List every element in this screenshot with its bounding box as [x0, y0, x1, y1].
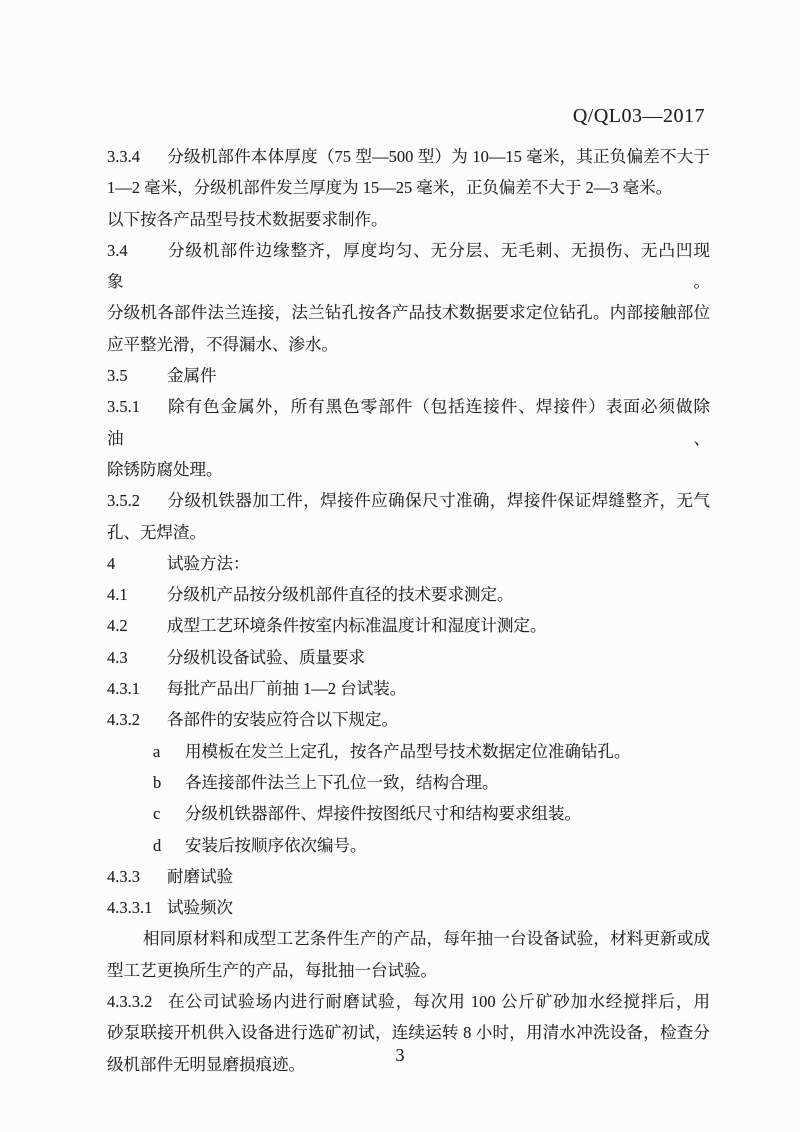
line-text: 安装后按顺序依次编号。 — [185, 835, 367, 855]
clause-line — [107, 642, 710, 673]
line-text: 1—2 毫米，分级机部件发兰厚度为 15—25 毫米，正负偏差不大于 2—3 毫米。 — [107, 178, 673, 198]
continuation-line — [107, 172, 710, 203]
continuation-line — [107, 955, 710, 986]
item-letter: d — [153, 835, 162, 855]
clause-number: 4.3.1 — [107, 679, 140, 699]
continuation-line — [107, 204, 710, 235]
line-text: 级机部件无明显磨损痕迹。 — [107, 1054, 305, 1074]
clause-number: 4.2 — [107, 616, 128, 636]
clause-number: 4.3.3.2 — [107, 992, 153, 1012]
line-text: 分级机产品按分级机部件直径的技术要求测定。 — [167, 585, 514, 605]
continuation-line — [107, 517, 710, 548]
clause-number: 4.3.2 — [107, 710, 140, 730]
clause-number: 4.3.3.1 — [107, 898, 153, 918]
clause-number: 3.5.2 — [107, 491, 140, 511]
line-text: 相同原材料和成型工艺条件生产的产品，每年抽一台设备试验，材料更新或成 — [143, 929, 710, 949]
item-letter: b — [153, 772, 162, 792]
line-text: 金属件 — [167, 366, 217, 386]
clause-number: 3.5 — [107, 366, 128, 386]
clause-line — [107, 892, 710, 923]
line-text: 除锈防腐处理。 — [107, 459, 223, 479]
line-text: 分级机部件本体厚度（75 型—500 型）为 10—15 毫米，其正负偏差不大于 — [167, 147, 710, 166]
clause-number: 3.3.4 — [107, 147, 140, 166]
line-text: 分级机部件边缘整齐，厚度均匀、无分层、无毛刺、无损伤、无凸凹现象。 — [107, 240, 710, 292]
clause-line — [107, 704, 710, 735]
line-text: 分级机铁器加工件，焊接件应确保尺寸准确，焊接件保证焊缝整齐，无气 — [167, 491, 710, 511]
line-text: 分级机铁器部件、焊接件按图纸尺寸和结构要求组装。 — [185, 804, 581, 824]
line-text: 应平整光滑，不得漏水、渗水。 — [107, 334, 338, 354]
list-item-line — [107, 830, 710, 861]
list-item-line — [107, 736, 710, 767]
line-text: 用模板在发兰上定孔，按各产品型号技术数据定位准确钻孔。 — [185, 741, 631, 761]
clause-line — [107, 141, 710, 172]
line-text: 分级机设备试验、质量要求 — [167, 647, 365, 667]
line-text: 成型工艺环境条件按室内标准温度计和湿度计测定。 — [167, 616, 547, 636]
item-letter: c — [153, 804, 161, 824]
line-text: 在公司试验场内进行耐磨试验，每次用 100 公斤矿砂加水经搅拌后，用 — [167, 992, 710, 1012]
line-text: 每批产品出厂前抽 1—2 台试装。 — [167, 679, 407, 699]
line-text: 以下按各产品型号技术数据要求制作。 — [107, 209, 388, 229]
line-text: 耐磨试验 — [167, 866, 233, 886]
document-body — [107, 141, 710, 1080]
clause-number: 4.3 — [107, 647, 128, 667]
item-letter: a — [153, 741, 161, 761]
clause-line — [107, 579, 710, 610]
continuation-line — [107, 329, 710, 360]
list-item-line — [107, 798, 710, 829]
line-text: 试验方法： — [167, 553, 250, 573]
list-item-line — [107, 767, 710, 798]
clause-line — [107, 360, 710, 391]
line-text: 砂泵联接开机供入设备进行选矿初试，连续运转 8 小时，用清水冲洗设备，检查分 — [107, 1023, 710, 1043]
line-text: 各部件的安装应符合以下规定。 — [167, 710, 398, 730]
clause-line — [107, 548, 710, 579]
indented-paragraph-line — [107, 923, 710, 954]
document-code-header: Q/QL03—2017 — [572, 105, 705, 127]
clause-line — [107, 986, 710, 1017]
line-text: 除有色金属外，所有黑色零部件（包括连接件、焊接件）表面必须做除油、 — [107, 397, 710, 448]
clause-line — [107, 861, 710, 892]
clause-line — [107, 485, 710, 516]
clause-line — [107, 235, 710, 298]
clause-number: 4.3.3 — [107, 866, 140, 886]
page-number: 3 — [395, 1045, 405, 1065]
clause-number: 3.4 — [107, 240, 128, 260]
clause-line — [107, 610, 710, 641]
clause-number: 4.1 — [107, 585, 128, 605]
line-text: 型工艺更换所生产的产品，每批抽一台试验。 — [107, 960, 437, 980]
clause-line — [107, 391, 710, 454]
continuation-line — [107, 297, 710, 328]
line-text: 试验频次 — [167, 898, 233, 918]
continuation-line — [107, 454, 710, 485]
clause-line — [107, 673, 710, 704]
line-text: 各连接部件法兰上下孔位一致，结构合理。 — [185, 772, 499, 792]
clause-number: 3.5.1 — [107, 397, 140, 417]
line-text: 孔、无焊渣。 — [107, 522, 206, 542]
clause-number: 4 — [107, 553, 116, 573]
line-text: 分级机各部件法兰连接，法兰钻孔按各产品技术数据要求定位钻孔。内部接触部位 — [107, 303, 710, 323]
